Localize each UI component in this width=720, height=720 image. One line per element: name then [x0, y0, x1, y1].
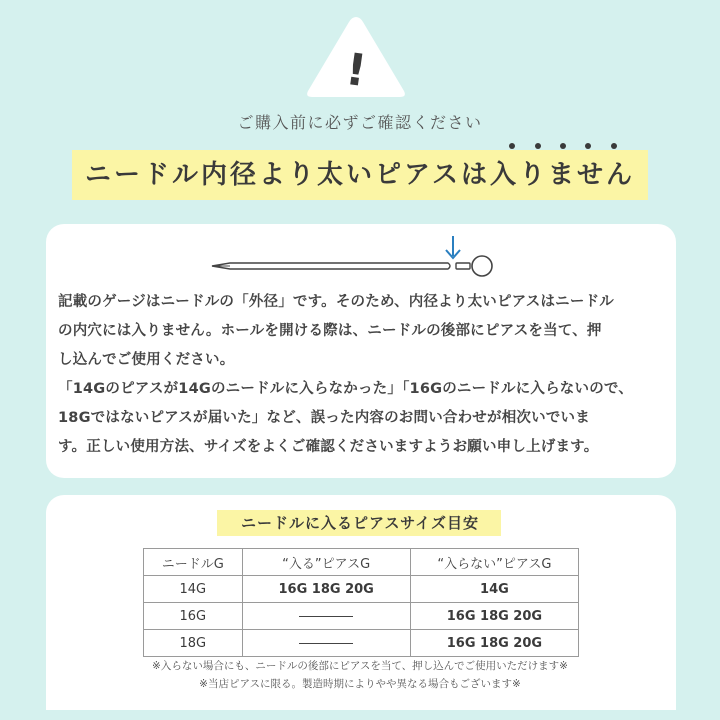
body-line: の内穴には入りません。ホールを開ける際は、ニードルの後部にピアスを当て、押 [58, 323, 602, 339]
body-line: す。正しい使用方法、サイズをよくご確認くださいますようお願い申し上げます。 [58, 439, 599, 455]
needle-gauge-cell: 16G [144, 603, 243, 630]
explanation-text [58, 288, 668, 462]
body-line: 18Gではないピアスが届いた」など、誤った内容のお問い合わせが相次いでいま [58, 410, 590, 426]
header-not-fits: “入らない”ピアスG [410, 549, 578, 576]
fits-cell-none [242, 630, 410, 657]
needle-gauge-cell: 14G [144, 576, 243, 603]
size-guide-table [143, 548, 579, 657]
table-row [144, 576, 579, 603]
exclamation-triangle-icon [304, 13, 408, 101]
body-line: し込んでご使用ください。 [58, 352, 235, 368]
fits-cell-none [242, 603, 410, 630]
page-subtitle: ご購入前に必ずご確認ください [237, 113, 483, 132]
fits-cell: 16G 18G 20G [242, 576, 410, 603]
warning-mark: ! [342, 43, 370, 98]
footnotes [0, 657, 720, 693]
header-fits: “入る”ピアスG [242, 549, 410, 576]
needle-gauge-cell: 18G [144, 630, 243, 657]
dash-line [299, 643, 353, 644]
body-line: 記載のゲージはニードルの「外径」です。そのため、内径より太いピアスはニードル [58, 294, 614, 310]
dash-line [299, 616, 353, 617]
not-fits-cell: 16G 18G 20G [410, 603, 578, 630]
needle-diagram [200, 232, 510, 280]
not-fits-cell: 16G 18G 20G [410, 630, 578, 657]
table-header-row [144, 549, 579, 576]
table-row [144, 630, 579, 657]
body-line: 「14Gのピアスが14Gのニードルに入らなかった」「16Gのニードルに入らないので、 [58, 381, 634, 397]
footnote: ※入らない場合にも、ニードルの後部にピアスを当て、押し込んでご使用いただけます※ [152, 660, 568, 672]
header-needle-gauge: ニードルG [144, 549, 243, 576]
not-fits-cell: 14G [410, 576, 578, 603]
down-arrow-icon [446, 236, 460, 258]
page-headline: ニードル内径より太いピアスは入りません [85, 160, 635, 190]
table-row [144, 603, 579, 630]
table-title: ニードルに入るピアスサイズ目安 [241, 514, 479, 532]
footnote: ※当店ピアスに限る。製造時期によりやや異なる場合もございます※ [199, 678, 521, 690]
